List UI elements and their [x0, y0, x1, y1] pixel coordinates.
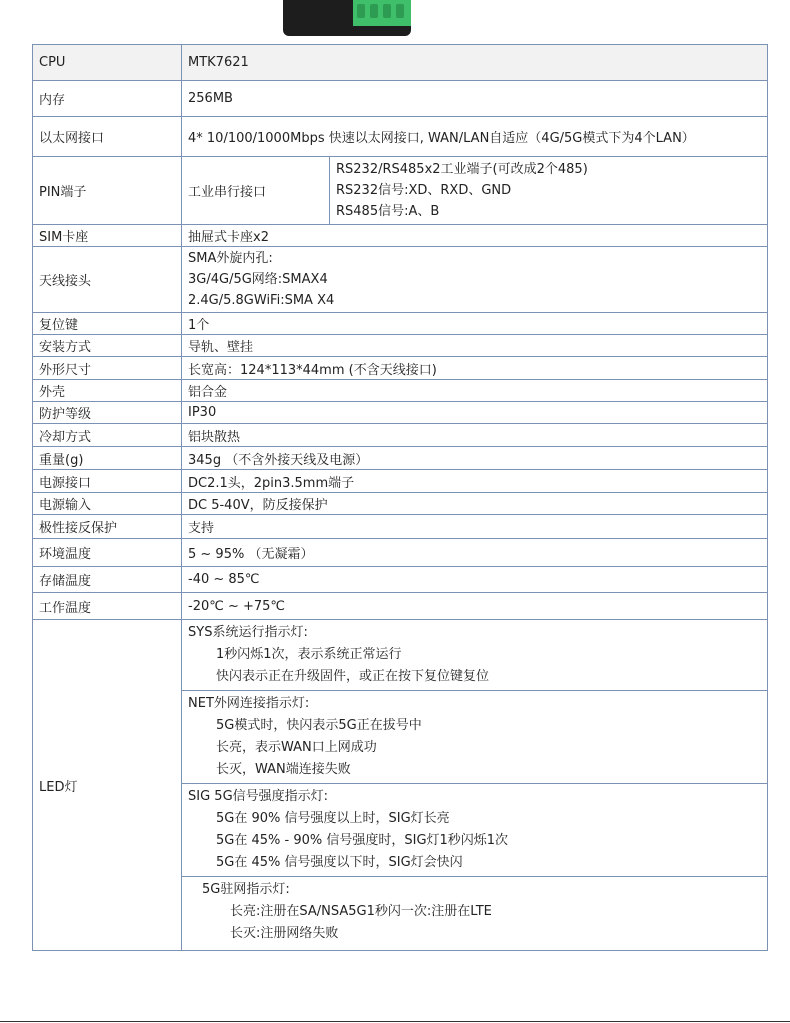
- spec-key: 以太网接口: [33, 117, 182, 157]
- spec-key: 外壳: [33, 380, 182, 402]
- table-row: [33, 357, 768, 380]
- spec-key: 存储温度: [33, 567, 182, 593]
- spec-key: LED灯: [33, 620, 182, 951]
- table-row: [33, 493, 768, 515]
- spec-value: 支持: [182, 515, 768, 539]
- spec-value: IP30: [182, 402, 768, 424]
- spec-value: -20℃ ~ +75℃: [182, 593, 768, 620]
- pin-line: RS232/RS485x2工业端子(可改成2个485): [336, 162, 588, 177]
- antenna-line: SMA外旋内孔:: [188, 251, 273, 266]
- spec-key: 极性接反保护: [33, 515, 182, 539]
- led-item: 5G在 45% 信号强度以下时，SIG灯会快闪: [216, 855, 463, 870]
- spec-key: 防护等级: [33, 402, 182, 424]
- spec-key: 工作温度: [33, 593, 182, 620]
- spec-value: 256MB: [182, 81, 768, 117]
- spec-key: 冷却方式: [33, 424, 182, 447]
- spec-key: CPU: [33, 45, 182, 81]
- led-item: 5G在 45% - 90% 信号强度时，SIG灯1秒闪烁1次: [216, 833, 509, 848]
- led-item: 1秒闪烁1次，表示系统正常运行: [216, 647, 402, 662]
- table-row: [33, 45, 768, 81]
- spec-value: [182, 247, 768, 313]
- spec-value: 345g （不含外接天线及电源）: [182, 447, 768, 470]
- led-item: 长亮，表示WAN口上网成功: [216, 740, 377, 755]
- table-row: [33, 335, 768, 357]
- spec-value: 长宽高：124*113*44mm (不含天线接口): [182, 357, 768, 380]
- led-group-title: SYS系统运行指示灯:: [188, 625, 308, 640]
- antenna-line: 2.4G/5.8GWiFi:SMA X4: [188, 293, 335, 308]
- table-row: [33, 447, 768, 470]
- led-item: 长灭，WAN端连接失败: [216, 762, 351, 777]
- table-row: [33, 313, 768, 335]
- led-item: 5G模式时，快闪表示5G正在拔号中: [216, 718, 422, 733]
- bottom-divider: [0, 1021, 790, 1022]
- led-item: 长亮:注册在SA/NSA5G1秒闪一次:注册在LTE: [230, 904, 492, 919]
- table-row: [33, 470, 768, 493]
- table-row: [33, 247, 768, 313]
- table-row: [33, 593, 768, 620]
- spec-value: MTK7621: [182, 45, 768, 81]
- spec-key: 电源输入: [33, 493, 182, 515]
- spec-value: 1个: [182, 313, 768, 335]
- led-group: [182, 784, 767, 877]
- led-group: [182, 620, 767, 691]
- spec-value: DC2.1头，2pin3.5mm端子: [182, 470, 768, 493]
- spec-key: 重量(g): [33, 447, 182, 470]
- led-item: 5G在 90% 信号强度以上时，SIG灯长亮: [216, 811, 450, 826]
- pin-line: RS232信号:XD、RXD、GND: [336, 183, 512, 198]
- table-row: [33, 402, 768, 424]
- product-image: [283, 0, 411, 36]
- spec-key: 内存: [33, 81, 182, 117]
- table-row: [33, 539, 768, 567]
- spec-key: 环境温度: [33, 539, 182, 567]
- terminal-block: [353, 0, 411, 26]
- table-row: [33, 225, 768, 247]
- led-item: 快闪表示正在升级固件，或正在按下复位键复位: [216, 669, 490, 684]
- spec-value: -40 ~ 85℃: [182, 567, 768, 593]
- led-item: 长灭:注册网络失败: [230, 926, 339, 941]
- spec-key: 外形尺寸: [33, 357, 182, 380]
- table-row: [33, 81, 768, 117]
- pin-line: RS485信号:A、B: [336, 204, 440, 219]
- pin-sub-key: 工业串行接口: [182, 157, 330, 224]
- led-group-title: 5G驻网指示灯:: [202, 882, 290, 897]
- pin-cell: [182, 157, 768, 225]
- spec-value: 5 ~ 95% （无凝霜）: [182, 539, 768, 567]
- spec-key: 安装方式: [33, 335, 182, 357]
- table-row: [33, 515, 768, 539]
- table-row: [33, 380, 768, 402]
- table-row-led: [33, 620, 768, 951]
- led-group: [182, 691, 767, 784]
- spec-value: 铝块散热: [182, 424, 768, 447]
- spec-key: PIN端子: [33, 157, 182, 225]
- spec-value: 4* 10/100/1000Mbps 快速以太网接口, WAN/LAN自适应（4G/5G模式下为4个LAN）: [182, 117, 768, 157]
- table-row: [33, 567, 768, 593]
- spec-value: 铝合金: [182, 380, 768, 402]
- table-row: [33, 157, 768, 225]
- led-cell: [182, 620, 768, 951]
- led-group-title: SIG 5G信号强度指示灯:: [188, 789, 329, 804]
- spec-value: DC 5-40V，防反接保护: [182, 493, 768, 515]
- spec-key: SIM卡座: [33, 225, 182, 247]
- led-group: [182, 877, 767, 945]
- spec-value: 抽屉式卡座x2: [182, 225, 768, 247]
- spec-key: 天线接头: [33, 247, 182, 313]
- table-row: [33, 424, 768, 447]
- spec-table: [32, 44, 768, 951]
- spec-value: 导轨、壁挂: [182, 335, 768, 357]
- led-group-title: NET外网连接指示灯:: [188, 696, 310, 711]
- spec-key: 复位键: [33, 313, 182, 335]
- table-row: [33, 117, 768, 157]
- spec-key: 电源接口: [33, 470, 182, 493]
- antenna-line: 3G/4G/5G网络:SMAX4: [188, 272, 328, 287]
